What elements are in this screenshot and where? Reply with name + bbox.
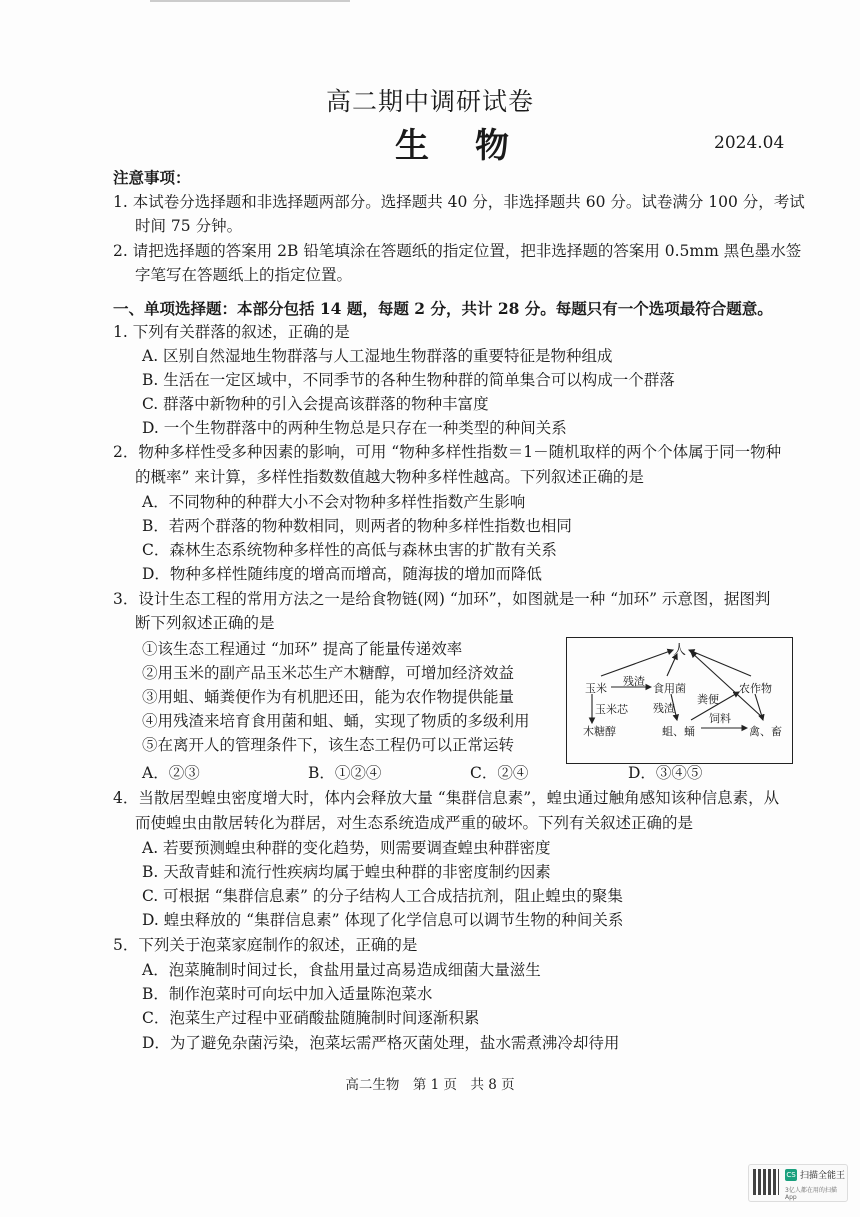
notice-item: 字笔写在答题纸上的指定位置。 (135, 266, 353, 284)
question-3-statement: ①该生态工程通过 “加环” 提高了能量传递效率 (142, 640, 463, 658)
diagram-node-corn: 玉米 (585, 682, 607, 695)
question-5-option: C．泡菜生产过程中亚硝酸盐随腌制时间逐渐积累 (142, 1009, 480, 1027)
question-5-option: D．为了避免杂菌污染，泡菜坛需严格灭菌处理，盐水需煮沸冷却待用 (142, 1034, 620, 1052)
scanner-app-name: 扫描全能王 (800, 1171, 846, 1181)
section-heading: 一、单项选择题：本部分包括 14 题，每题 2 分，共计 28 分。每题只有一个选项最符合题意。 (113, 299, 773, 318)
question-3-option: C．②④ (470, 764, 529, 782)
question-4-option: C. 可根据 “集群信息素” 的分子结构人工合成拮抗剂，阻止蝗虫的聚集 (142, 887, 623, 905)
food-chain-diagram (566, 637, 793, 764)
question-5-option: B．制作泡菜时可向坛中加入适量陈泡菜水 (142, 985, 433, 1003)
exam-title: 高二期中调研试卷 (325, 87, 534, 116)
diagram-node-xylitol: 木糖醇 (583, 725, 616, 738)
question-1-option: A. 区别自然湿地生物群落与人工湿地生物群落的重要特征是物种组成 (142, 347, 613, 365)
diagram-edge-residue: 残渣 (623, 675, 645, 688)
subject-title: 生物 (395, 126, 555, 166)
question-2-option: C．森林生态系统物种多样性的高低与森林虫害的扩散有关系 (142, 541, 557, 559)
diagram-node-crops: 农作物 (739, 682, 772, 695)
question-4-stem: 而使蝗虫由散居转化为群居，对生态系统造成严重的破坏。下列有关叙述正确的是 (135, 814, 694, 832)
question-1-option: C. 群落中新物种的引入会提高该群落的物种丰富度 (142, 395, 489, 413)
diagram-edge-residue: 残渣 (653, 702, 675, 715)
diagram-edge-manure: 粪便 (697, 693, 719, 706)
diagram-node-human: 人 (673, 643, 687, 658)
question-3-statement: ②用玉米的副产品玉米芯生产木糖醇，可增加经济效益 (142, 664, 515, 682)
diagram-node-livestock: 禽、畜 (749, 725, 782, 738)
question-2-stem: 2．物种多样性受多种因素的影响，可用 “物种多样性指数＝1－随机取样的两个个体属于同一物种 (113, 443, 782, 461)
exam-date: 2024.04 (714, 133, 785, 153)
diagram-edge-feed: 饲料 (709, 712, 731, 725)
question-1-option: B. 生活在一定区域中，不同季节的各种生物种群的简单集合可以构成一个群落 (142, 371, 675, 389)
question-2-option: B．若两个群落的物种数相同，则两者的物种多样性指数也相同 (142, 517, 572, 535)
question-3-option: D．③④⑤ (628, 764, 703, 782)
notice-heading: 注意事项： (113, 168, 191, 187)
question-4-option: B. 天敌青蛙和流行性疾病均属于蝗虫种群的非密度制约因素 (142, 863, 551, 881)
question-2-stem: 的概率” 来计算，多样性指数数值越大物种多样性越高。下列叙述正确的是 (135, 468, 644, 486)
question-2-option: D．物种多样性随纬度的增高而增高，随海拔的增加而降低 (142, 565, 542, 583)
question-3-option: A．②③ (142, 764, 200, 782)
diagram-node-mushroom: 食用菌 (653, 682, 686, 695)
question-3-statement: ⑤在离开人的管理条件下，该生态工程仍可以正常运转 (142, 736, 515, 754)
question-5-stem: 5．下列关于泡菜家庭制作的叙述，正确的是 (113, 936, 418, 954)
question-3-statement: ④用残渣来培育食用菌和蛆、蛹，实现了物质的多级利用 (142, 712, 530, 730)
diagram-edge-corncob: 玉米芯 (595, 703, 628, 716)
scanner-watermark (748, 1164, 848, 1202)
question-3-statement: ③用蛆、蛹粪便作为有机肥还田，能为农作物提供能量 (142, 688, 515, 706)
question-4-stem: 4．当散居型蝗虫密度增大时，体内会释放大量 “集群信息素”，蝗虫通过触角感知该种信息素，从 (113, 789, 780, 807)
notice-item: 2. 请把选择题的答案用 2B 铅笔填涂在答题纸的指定位置，把非选择题的答案用 0.5mm 黑色墨水签 (113, 242, 802, 260)
question-3-option: B．①②④ (308, 764, 382, 782)
question-1-stem: 1. 下列有关群落的叙述，正确的是 (113, 323, 350, 341)
question-3-stem: 3．设计生态工程的常用方法之一是给食物链(网) “加环”，如图就是一种 “加环” 示意图，据图判 (113, 590, 771, 608)
scanner-tagline: 3亿人都在用的扫描App (785, 1187, 837, 1201)
question-5-option: A．泡菜腌制时间过长，食盐用量过高易造成细菌大量滋生 (142, 961, 541, 979)
camscanner-logo-icon: CS (786, 1171, 796, 1179)
question-1-option: D. 一个生物群落中的两种生物总是只存在一种类型的种间关系 (142, 419, 567, 437)
question-2-option: A．不同物种的种群大小不会对物种多样性指数产生影响 (142, 493, 526, 511)
scan-edge-artifact (150, 0, 350, 2)
qr-code-icon (753, 1169, 779, 1195)
notice-item: 时间 75 分钟。 (135, 217, 243, 235)
diagram-node-maggots: 蛆、蛹 (662, 725, 695, 738)
question-4-option: D. 蝗虫释放的 “集群信息素” 体现了化学信息可以调节生物的种间关系 (142, 911, 624, 929)
page-footer: 高二生物 第 1 页 共 8 页 (345, 1077, 515, 1093)
notice-item: 1. 本试卷分选择题和非选择题两部分。选择题共 40 分，非选择题共 60 分。试卷满分 100 分，考试 (113, 193, 805, 211)
question-3-stem: 断下列叙述正确的是 (135, 614, 275, 632)
question-4-option: A. 若要预测蝗虫种群的变化趋势，则需要调查蝗虫种群密度 (142, 839, 551, 857)
